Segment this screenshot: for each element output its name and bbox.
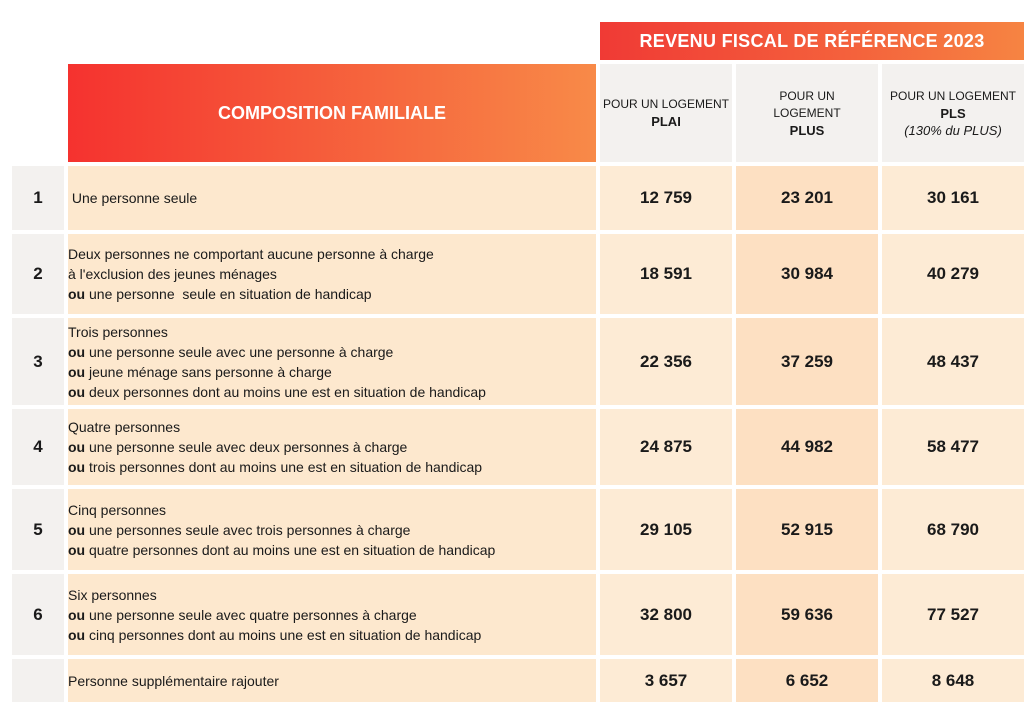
income-plus: 44 982 [736, 409, 878, 485]
column-header-type: PLS [940, 105, 966, 121]
row-number: 2 [12, 234, 64, 314]
income-plai: 18 591 [600, 234, 732, 314]
ou-connector: ou [68, 439, 86, 455]
ou-connector: ou [68, 626, 86, 643]
composition-text: Quatre personnes [68, 419, 181, 435]
composition-line [68, 188, 596, 208]
ou-connector: ou [68, 521, 86, 538]
composition-line [68, 540, 596, 560]
row-composition [68, 234, 596, 314]
row-number: 6 [12, 574, 64, 655]
ou-connector: ou [68, 541, 86, 558]
income-plus: 6 652 [736, 659, 878, 702]
ou-connector: ou [68, 343, 86, 360]
composition-line [68, 671, 596, 691]
composition-text: Une personne seule [68, 190, 198, 206]
column-header-line: POUR UN [779, 88, 835, 103]
composition-text: une personnes seule avec trois personnes à charge [85, 521, 411, 538]
row-composition [68, 166, 596, 230]
column-header-line: POUR UN LOGEMENT [602, 97, 729, 111]
composition-line [68, 382, 596, 402]
income-plus: 59 636 [736, 574, 878, 655]
column-header-plai [600, 64, 732, 162]
column-header-pls [882, 64, 1024, 162]
composition-text: à l'exclusion des jeunes ménages [68, 266, 277, 282]
column-header-line: POUR UN LOGEMENT [889, 88, 1016, 103]
row-composition [68, 659, 596, 702]
income-plus: 30 984 [736, 234, 878, 314]
composition-text: cinq personnes dont au moins une est en situation de handicap [85, 626, 482, 643]
income-plai: 24 875 [600, 409, 732, 485]
composition-line [68, 362, 596, 382]
composition-line [68, 500, 596, 520]
row-composition [68, 489, 596, 570]
composition-header: COMPOSITION FAMILIALE [68, 64, 596, 162]
column-header-type: PLAI [651, 114, 681, 129]
income-plai: 12 759 [600, 166, 732, 230]
column-header-line: LOGEMENT [773, 105, 841, 120]
income-pls: 58 477 [882, 409, 1024, 485]
row-number [12, 659, 64, 702]
composition-text: Personne supplémentaire rajouter [68, 672, 279, 689]
composition-line [68, 625, 596, 645]
ou-connector: ou [68, 383, 86, 400]
composition-line [68, 322, 596, 342]
column-header-type: PLUS [789, 122, 825, 138]
composition-text: quatre personnes dont au moins une est en situation de handicap [85, 541, 496, 558]
income-plus: 37 259 [736, 318, 878, 405]
row-number: 5 [12, 489, 64, 570]
composition-line [68, 585, 596, 605]
income-pls: 40 279 [882, 234, 1024, 314]
composition-line [68, 342, 596, 362]
income-pls: 48 437 [882, 318, 1024, 405]
income-plai: 3 657 [600, 659, 732, 702]
income-plai: 32 800 [600, 574, 732, 655]
revenue-banner: REVENU FISCAL DE RÉFÉRENCE 2023 [600, 22, 1024, 60]
income-plai: 22 356 [600, 318, 732, 405]
composition-line [68, 605, 596, 625]
composition-text: jeune ménage sans personne à charge [85, 363, 332, 380]
row-composition [68, 318, 596, 405]
composition-text: une personne seule en situation de handicap [85, 286, 372, 302]
composition-text: une personne seule avec une personne à charge [85, 343, 394, 360]
column-header-plus [736, 64, 878, 162]
ou-connector: ou [68, 606, 86, 623]
row-composition [68, 409, 596, 485]
composition-text: Deux personnes ne comportant aucune personne à charge [68, 246, 434, 262]
ou-connector: ou [68, 286, 86, 302]
row-number: 1 [12, 166, 64, 230]
income-plus: 52 915 [736, 489, 878, 570]
column-header-note: (130% du PLUS) [904, 122, 1002, 138]
composition-line [68, 264, 596, 284]
income-plai: 29 105 [600, 489, 732, 570]
ou-connector: ou [68, 459, 86, 475]
composition-text: une personne seule avec deux personnes à charge [85, 439, 408, 455]
income-plus: 23 201 [736, 166, 878, 230]
composition-line [68, 457, 596, 477]
income-pls: 77 527 [882, 574, 1024, 655]
composition-text: deux personnes dont au moins une est en situation de handicap [85, 383, 486, 400]
composition-text: trois personnes dont au moins une est en situation de handicap [85, 459, 483, 475]
composition-line [68, 417, 596, 437]
composition-text: Six personnes [68, 586, 157, 603]
composition-text: Cinq personnes [68, 501, 167, 518]
income-pls: 30 161 [882, 166, 1024, 230]
composition-line [68, 520, 596, 540]
income-pls: 8 648 [882, 659, 1024, 702]
ou-connector: ou [68, 363, 86, 380]
composition-line [68, 284, 596, 304]
composition-text: Trois personnes [68, 323, 168, 340]
row-number: 3 [12, 318, 64, 405]
composition-line [68, 244, 596, 264]
income-pls: 68 790 [882, 489, 1024, 570]
composition-line [68, 437, 596, 457]
composition-text: une personne seule avec quatre personnes à charge [85, 606, 417, 623]
row-number: 4 [12, 409, 64, 485]
row-composition [68, 574, 596, 655]
